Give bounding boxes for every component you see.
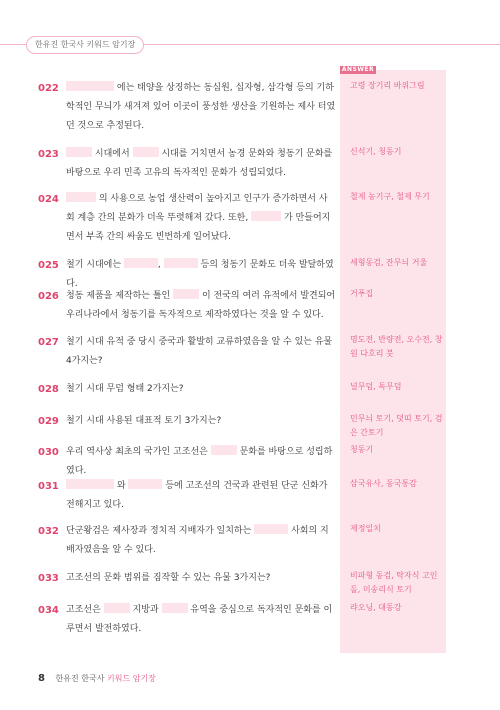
answer-blank	[162, 603, 188, 613]
question-number: 028	[38, 384, 59, 395]
question-number: 030	[38, 447, 59, 458]
question-number: 031	[38, 481, 59, 492]
question-text: 단군왕검은 제사장과 정치적 지배자가 일치하는 사회의 지배자였음을 알 수 있다.	[66, 526, 329, 555]
question-number: 029	[38, 416, 59, 427]
answer-blank	[66, 479, 114, 489]
answer-blank	[124, 258, 158, 268]
question-text: 고조선은 지방과 유역을 중심으로 독자적인 문화를 이루면서 발전하였다.	[66, 605, 333, 634]
question-text: 철기 시대 무덤 형태 2가지는?	[66, 384, 184, 394]
question-text: 철기 시대에는 , 등의 청동기 문화도 더욱 발달하였다.	[66, 260, 334, 289]
question-number: 024	[38, 194, 59, 205]
question-number: 032	[38, 526, 59, 537]
question-number: 022	[38, 83, 59, 94]
answer-text: 널무덤, 독무덤	[350, 382, 402, 391]
question-text: 와 등에 고조선의 건국과 관련된 단군 신화가 전해지고 있다.	[66, 481, 328, 510]
page-header	[0, 36, 500, 52]
answer-blank	[66, 192, 96, 202]
answer-text: 삼국유사, 동국통감	[350, 479, 417, 488]
question-number: 034	[38, 605, 59, 616]
question-number: 027	[38, 337, 59, 348]
question-text: 고조선의 문화 범위를 짐작할 수 있는 유물 3가지는?	[66, 573, 271, 583]
page-footer	[38, 673, 156, 684]
answer-text: 거푸집	[350, 289, 374, 298]
question-text: 의 사용으로 농업 생산력이 높아지고 인구가 증가하면서 사회 계층 간의 분화가 더욱 뚜렷해져 갔다. 또한, 가 만들어지면서 부족 간의 싸움도 빈번하게 일어났다.	[66, 194, 331, 242]
answer-blank	[104, 603, 130, 613]
answer-blank	[254, 524, 288, 534]
footer-title-accent: 키워드 암기장	[106, 674, 156, 683]
answer-text: 고령 장기리 바위그림	[350, 81, 425, 90]
answer-blank	[128, 479, 162, 489]
answer-blank	[173, 289, 199, 299]
answer-text: 신석기, 청동기	[350, 147, 402, 156]
question-text: 시대에서 시대를 거치면서 농경 문화와 청동기 문화를 바탕으로 우리 민족 고유의 독자적인 문화가 성립되었다.	[66, 149, 333, 178]
question-number: 026	[38, 291, 59, 302]
answer-blank	[133, 147, 159, 157]
answer-label: ANSWER	[341, 66, 375, 73]
answer-blank	[211, 445, 237, 455]
question-number: 033	[38, 573, 59, 584]
question-text: 청동 제품을 제작하는 틀인 이 전국의 여러 유적에서 발견되어 우리나라에서 청동기를 독자적으로 제작하였다는 것을 알 수 있다.	[66, 291, 336, 320]
answer-blank	[164, 258, 198, 268]
answer-text: 명도전, 반량전, 오수전, 창원 다호리 붓	[350, 335, 443, 358]
book-title-tab: 한유진 한국사 키워드 암기장	[26, 36, 144, 54]
answer-blank	[66, 147, 92, 157]
answer-blank	[66, 81, 114, 91]
question-number: 023	[38, 149, 59, 160]
answer-blank	[251, 211, 281, 221]
answer-text: 철제 농기구, 철제 무기	[350, 192, 430, 201]
question-text: 철기 시대 사용된 대표적 토기 3가지는?	[66, 416, 222, 426]
question-text: 우리 역사상 최초의 국가인 고조선은 문화를 바탕으로 성립하였다.	[66, 447, 333, 476]
question-text: 철기 시대 유적 중 당시 중국과 활발히 교류하였음을 알 수 있는 유물 4가지는?	[66, 337, 333, 366]
question-number: 025	[38, 260, 59, 271]
answer-text: 랴오닝, 대동강	[350, 603, 402, 612]
answer-text: 비파형 동검, 탁자식 고인돌, 미송리식 토기	[350, 571, 438, 594]
page-number: 8	[38, 673, 45, 684]
answer-text: 청동기	[350, 445, 374, 454]
answer-text: 민무늬 토기, 덧띠 토기, 검은 간토기	[350, 414, 443, 437]
footer-title: 한유진 한국사	[55, 674, 105, 683]
answer-text: 세형동검, 잔무늬 거울	[350, 258, 428, 267]
answer-text: 제정일치	[350, 524, 381, 533]
question-text: 에는 태양을 상징하는 동심원, 십자형, 삼각형 등의 기하학적인 무늬가 새겨져 있어 이곳이 풍성한 생산을 기원하는 제사 터였던 것으로 추정된다.	[66, 83, 336, 131]
